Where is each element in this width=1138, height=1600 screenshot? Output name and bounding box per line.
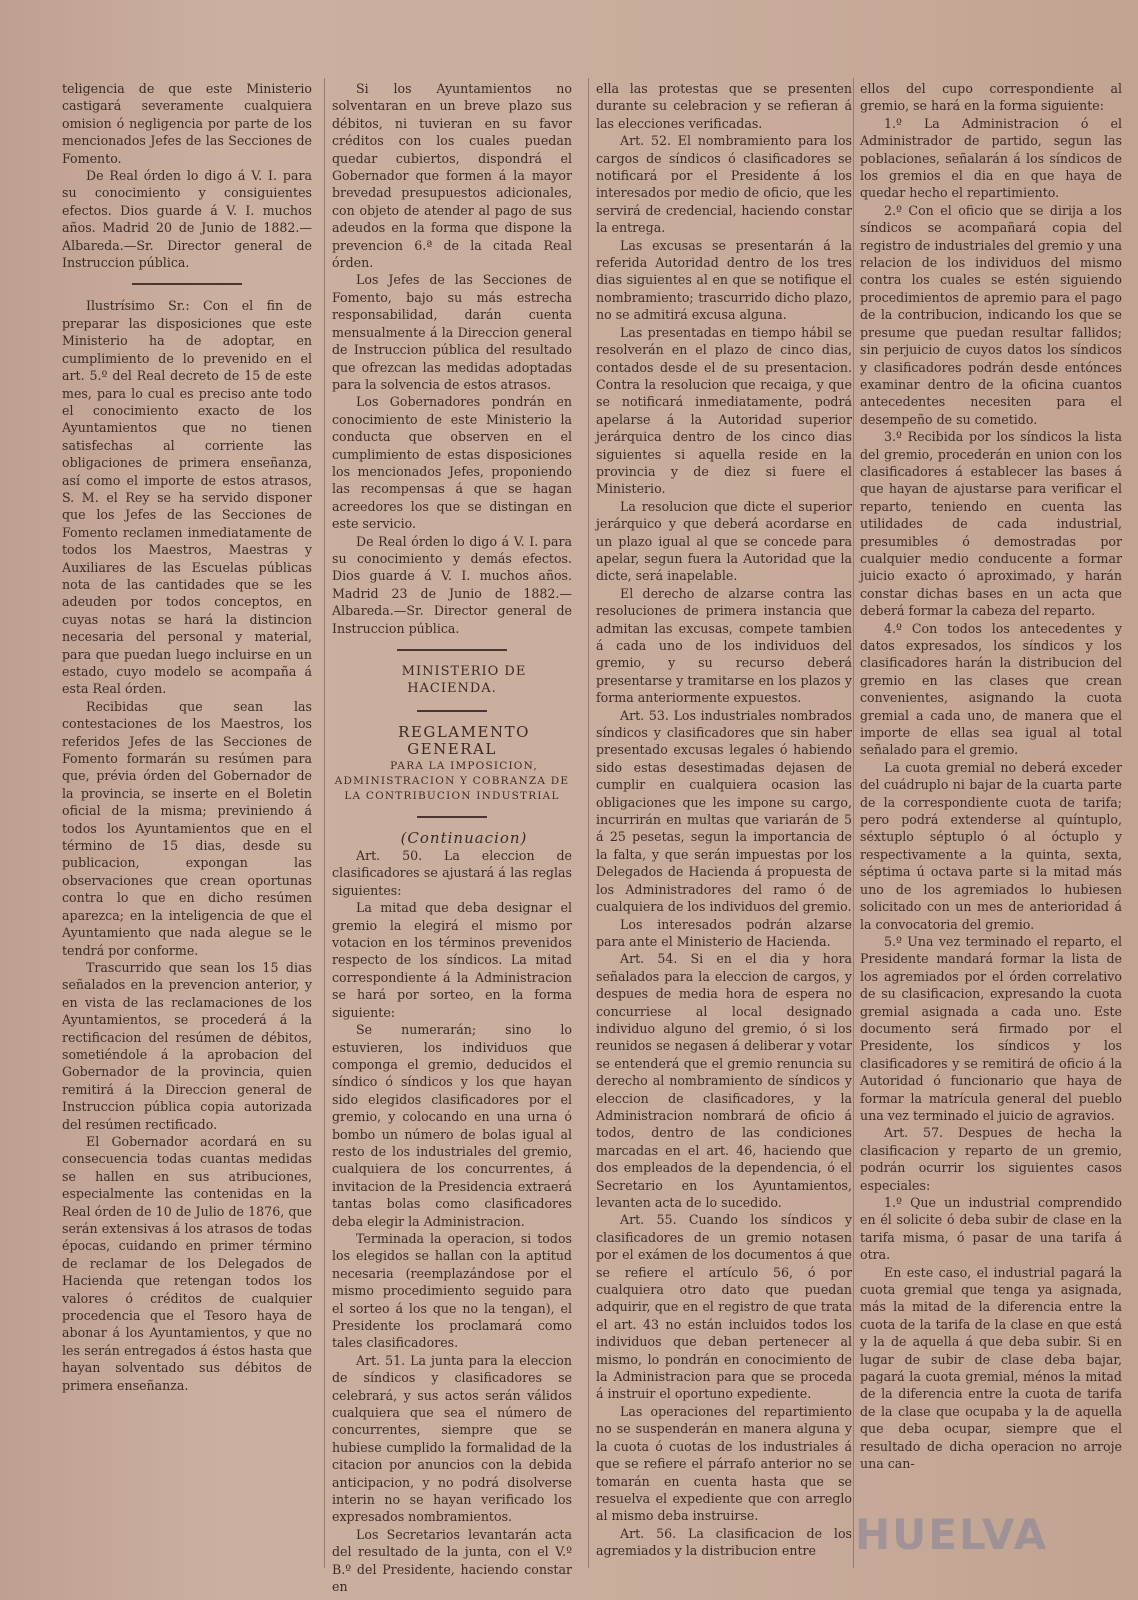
paragraph: En este caso, el industrial pagará la cuota gremial que tenga ya asignada, más la mitad de la diferencia entre la cuota de la tarifa de la clase en que está y la de aquella á que deba subir. Si en lugar de subir de clase deba bajar, pagará la cuota gremial, ménos la mitad de la diferencia entre la cuota de tarifa de la clase que ocupaba y la de aquella que deba ocupar, siempre que el resultado de dicha operacion no arroje una can-	[860, 1264, 1122, 1472]
paragraph: Las excusas se presentarán á la referida Autoridad dentro de los tres dias siguientes al en que se notifique el nombramiento; trascurrido dicho plazo, no se admitirá excusa alguna.	[596, 237, 852, 323]
paragraph: 5.º Una vez terminado el reparto, el Presidente mandará formar la lista de los agremiados por el órden correlativo de su clasificacion, expresando la cuota gremial asignada a cada uno. Este documento será firmado por el Presidente, los síndicos y los clasificadores y se remitirá de oficio á la Autoridad ó funcionario que haya de formar la matrícula general del pueblo una vez terminado el juicio de agravios.	[860, 933, 1122, 1123]
paragraph: ellos del cupo correspondiente al gremio, se hará en la forma siguiente:	[860, 81, 1122, 114]
paragraph: Terminada la operacion, si todos los elegidos se hallan con la aptitud necesaria (reemplazándose por el mismo procedimiento seguido para el sorteo á los que no la tengan), el Presidente los proclamará como tales clasificadores.	[332, 1230, 572, 1351]
paragraph: Art. 54. Si en el dia y hora señalados para la eleccion de cargos, y despues de media hora de espera no concurriese al local designado individuo alguno del gremio, ó si los reunidos se negasen á deliberar y votar se entenderá que el gremio renuncia su derecho al nombramiento de síndicos y eleccion de clasificadores, y la Administracion nombrará de oficio á todos, dentro de las condiciones marcadas en el art. 46, haciendo que dos empleados de la dependencia, ó el Secretario en los Ayuntamientos, levanten acta de lo sucedido.	[596, 951, 852, 1210]
paragraph: El Gobernador acordará en su consecuencia todas cuantas medidas se hallen en sus atribuciones, especialmente las contenidas en la Real órden de 10 de Julio de 1876, que serán extensivas á los atrasos de todas épocas, cuidando en primer término de reclamar de los Delegados de Hacienda que retengan todos los valores ó créditos de cualquier procedencia que el Tesoro haya de abonar á los Ayuntamientos, y que no les serán entregados á éstos hasta que hayan solventado sus débitos de primera enseñanza.	[62, 1133, 312, 1393]
paragraph: Art. 55. Cuando los síndicos y clasificadores de un gremio notasen por el exámen de los documentos á que se refiere el artículo 56, ó por cualquiera otro dato que puedan adquirir, que en el registro de que trata el art. 43 no están incluidos todos los individuos que deban pertenecer al mismo, lo pondrán en conocimiento de la Administracion para que se proceda á instruir el oportuno expediente.	[596, 1212, 852, 1402]
column-4	[860, 80, 1122, 1570]
column-rule	[324, 78, 325, 1568]
paragraph: La mitad que deba designar el gremio la elegirá el mismo por votacion en los términos prevenidos respecto de los síndicos. La mitad correspondiente á la Administracion se hará por sorteo, en la forma siguiente:	[332, 900, 572, 1020]
paragraph: Los Secretarios levantarán acta del resultado de la junta, con el V.º B.º del Presidente, haciendo constar en	[332, 1526, 572, 1595]
separator	[417, 710, 487, 712]
separator	[132, 283, 242, 285]
paragraph: Ilustrísimo Sr.: Con el fin de preparar las disposiciones que este Ministerio ha de adoptar, en cumplimiento de lo prevenido en el art. 5.º del Real decreto de 15 de este mes, para lo cual es preciso ante todo el conocimiento exacto de los Ayuntamientos que no tienen satisfechas al corriente las obligaciones de primera enseñanza, así como el importe de estos atrasos, S. M. el Rey se ha servido disponer que los Jefes de las Secciones de Fomento reclamen inmediatamente de todos los Maestros, Maestras y Auxiliares de las Escuelas públicas nota de las cantidades que se les adeuden por todos conceptos, en cuyas notas se hará la distincion necesaria del personal y material, para que puedan luego incluirse en un estado, cuyo modelo se acompaña á esta Real órden.	[62, 298, 312, 697]
continuation-heading: (Continuacion)	[400, 828, 528, 847]
paragraph: Los Gobernadores pondrán en conocimiento de este Ministerio la conducta que observen en el cumplimiento de estas disposiciones los mencionados Jefes, proponiendo las recompensas á que se hagan acreedores los que se distingan en este servicio.	[332, 394, 572, 532]
paragraph: Art. 52. El nombramiento para los cargos de síndicos ó clasificadores se notificará por el Presidente á los interesados por medio de oficio, que les servirá de credencial, haciendo constar la entrega.	[596, 133, 852, 236]
paragraph: El derecho de alzarse contra las resoluciones de primera instancia que admitan las excusas, compete tambien á cada uno de los individuos del gremio, y su recurso deberá presentarse y tramitarse en los plazos y forma anteriormente expuestos.	[596, 585, 852, 706]
paragraph: Las operaciones del repartimiento no se suspenderán en manera alguna y la cuota ó cuotas de los industriales á que se refiere el párrafo anterior no se tomarán en cuenta hasta que se resuelva el expediente que con arreglo al mismo deba instruirse.	[596, 1403, 852, 1524]
paragraph: Art. 57. Despues de hecha la clasificacion y reparto de un gremio, podrán ocurrir los siguientes casos especiales:	[860, 1125, 1122, 1193]
paragraph: 2.º Con el oficio que se dirija a los síndicos se acompañará copia del registro de industriales del gremio y una relacion de los individuos del mismo contra los cuales se estén siguiendo procedimientos de apremio para el pago de la contribucion, indicando los que se presume que puedan resultar fallidos; sin perjuicio de cuyos datos los síndicos y clasificadores podrán desde entónces examinar dentro de la oficina cuantos antecedentes necesiten para el desempeño de su cometido.	[860, 202, 1122, 427]
column-3	[596, 80, 852, 1570]
separator	[417, 816, 487, 818]
separator	[397, 649, 507, 651]
paragraph: Si los Ayuntamientos no solventaran en un breve plazo sus débitos, ni tuvieran en su favor créditos con los cuales puedan quedar cubiertos, dispondrá el Gobernador que formen á la mayor brevedad presupuestos adicionales, con objeto de atender al pago de sus adeudos en la forma que dispone la prevencion 6.ª de la citada Real órden.	[332, 81, 572, 271]
paragraph: Recibidas que sean las contestaciones de los Maestros, los referidos Jefes de las Secciones de Fomento formarán su resúmen para que, prévia órden del Gobernador de la provincia, se inserte en el Boletin oficial de la misma; previniendo á todos los Ayuntamientos que en el término de 15 dias, desde su publicacion, expongan las observaciones que crean oportunas contra lo que en dicho resúmen aparezca; en la inteligencia de que el Ayuntamiento que nada alegue se le tendrá por conforme.	[62, 698, 312, 958]
paragraph: Art. 53. Los industriales nombrados síndicos y clasificadores que sin haber presentado excusas legales ó habiendo sido estas desestimadas dejasen de cumplir en cualquiera ocasion las obligaciones que les impone su cargo, incurrirán en multas que variarán de 5 á 25 pesetas, segun la importancia de la falta, y que serán impuestas por los Delegados de Hacienda á propuesta de los Administradores del ramo ó de cualquiera de los individuos del gremio.	[596, 707, 852, 915]
paragraph: 1.º La Administracion ó el Administrador de partido, segun las poblaciones, señalarán á los síndicos de los gremios el dia en que haya de quedar hecho el repartimiento.	[860, 115, 1122, 201]
reglamento-heading: REGLAMENTO GENERAL	[398, 722, 530, 759]
paragraph: De Real órden lo digo á V. I. para su conocimiento y demás efectos. Dios guarde á V. I. muchos años. Madrid 23 de Junio de 1882.—Albareda.—Sr. Director general de Instruccion pública.	[332, 533, 572, 636]
paragraph: ella las protestas que se presenten durante su celebracion y se refieran á las elecciones verificadas.	[596, 81, 852, 131]
paragraph: Las presentadas en tiempo hábil se resolverán en el plazo de cinco dias, contados desde el de su presentacion. Contra la resolucion que recaiga, y que se notificará inmediatamente, podrá apelarse á la Autoridad superior jerárquica dentro de los cinco dias siguientes si aquella reside en la provincia y de diez si fuere el Ministerio.	[596, 324, 852, 497]
paragraph: 1.º Que un industrial comprendido en él solicite ó deba subir de clase en la tarifa misma, ó pasar de una tarifa á otra.	[860, 1195, 1122, 1263]
paragraph: La resolucion que dicte el superior jerárquico y que deberá acordarse en un plazo igual al que se concede para apelar, segun fuera la Autoridad que la dicte, será inapelable.	[596, 498, 852, 584]
column-2	[332, 80, 572, 1595]
paragraph: Los Jefes de las Secciones de Fomento, bajo su más estrecha responsabilidad, darán cuenta mensualmente á la Direccion general de Instruccion pública del resultado que ofrezcan las medidas adoptadas para la solvencia de estos atrasos.	[332, 272, 572, 392]
paragraph: Se numerarán; sino lo estuvieren, los individuos que componga el gremio, deducidos el síndico ó síndicos y los que hayan sido elegidos clasificadores por el gremio, y colocando en una urna ó bombo un número de bolas igual al resto de los industriales del gremio, cualquiera de los concurrentes, á invitacion de la Presidencia extraerá tantas bolas como clasificadores deba elegir la Administracion.	[332, 1022, 572, 1229]
paragraph: La cuota gremial no deberá exceder del cuádruplo ni bajar de la cuarta parte de la correspondiente cuota de tarifa; pero podrá extenderse al quíntuplo, séxtuplo séptuplo ó al óctuplo y respectivamente a la quinta, sexta, séptima ú octava parte si la mitad más uno de los agremiados lo hubiesen solicitado con un mes de anterioridad á la convocatoria del gremio.	[860, 759, 1122, 932]
archive-watermark: HUELVA	[855, 1510, 1049, 1559]
ministry-heading: MINISTERIO DE HACIENDA.	[401, 664, 527, 697]
paragraph: De Real órden lo digo á V. I. para su conocimiento y consiguientes efectos. Dios guarde á V. I. muchos años. Madrid 20 de Junio de 1882.—Albareda.—Sr. Director general de Instruccion pública.	[62, 168, 312, 271]
paragraph: Art. 51. La junta para la eleccion de síndicos y clasificadores se celebrará, y sus actos serán válidos cualquiera que sea el número de concurrentes, siempre que se hubiese cumplido la formalidad de la citacion por anuncios con la debida anticipacion, y no podrá disolverse interin no se hayan verificado los expresados nombramientos.	[332, 1352, 572, 1525]
paragraph: Trascurrido que sean los 15 dias señalados en la prevencion anterior, y en vista de las reclamaciones de los Ayuntamientos, se procederá á la rectificacion del resúmen de débitos, sometiéndole á la aprobacion del Gobernador de la provincia, quien remitirá á la Direccion general de Instruccion pública copia autorizada del resúmen rectificado.	[62, 959, 312, 1132]
paragraph: Los interesados podrán alzarse para ante el Ministerio de Hacienda.	[596, 916, 852, 949]
paragraph: Art. 50. La eleccion de clasificadores se ajustará á las reglas siguientes:	[332, 848, 572, 898]
paragraph: 3.º Recibida por los síndicos la lista del gremio, procederán en union con los clasificadores á establecer las bases á que hayan de ajustarse para verificar el reparto, teniendo en cuenta las utilidades de cada industrial, presumibles ó demostradas por cualquier medio conducente a formar juicio exacto ó aproximado, y harán constar dichas bases en un acta que deberá formar la cabeza del reparto.	[860, 429, 1122, 619]
column-1	[62, 80, 312, 1570]
column-rule	[853, 78, 854, 1568]
paragraph: Art. 56. La clasificacion de los agremiados y la distribucion entre	[596, 1525, 852, 1559]
column-rule	[588, 78, 589, 1568]
paragraph: teligencia de que este Ministerio castigará severamente cualquiera omision ó negligencia por parte de los mencionados Jefes de las Secciones de Fomento.	[62, 81, 312, 166]
reglamento-subheading: PARA LA IMPOSICION, ADMINISTRACION Y COBRANZA DE LA CONTRIBUCION INDUSTRIAL	[334, 759, 570, 802]
paragraph: 4.º Con todos los antecedentes y datos expresados, los síndicos y los clasificadores harán la distribucion del gremio en las clases que crean convenientes, asignando la cuota gremial a cada uno, de manera que el importe de ellas sea igual al total señalado para el gremio.	[860, 620, 1122, 758]
